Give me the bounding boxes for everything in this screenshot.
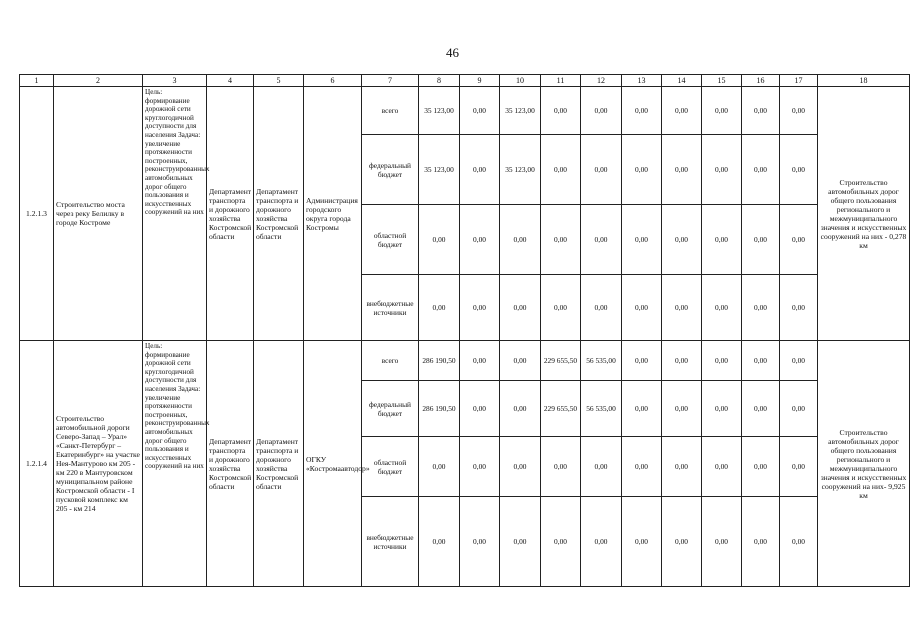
column-header: 4 xyxy=(207,75,254,87)
funding-value: 0,00 xyxy=(419,497,460,587)
funding-value: 0,00 xyxy=(662,275,702,341)
funding-value: 35 123,00 xyxy=(500,87,541,135)
funding-value: 0,00 xyxy=(460,381,500,437)
funding-value: 0,00 xyxy=(419,437,460,497)
funding-value: 0,00 xyxy=(622,437,662,497)
funding-value: 0,00 xyxy=(742,341,780,381)
funding-source: федеральный бюджет xyxy=(362,135,419,205)
executor: ОГКУ «Костромаавтодор» xyxy=(304,341,362,587)
funding-value: 0,00 xyxy=(780,87,818,135)
funding-value: 56 535,00 xyxy=(581,381,622,437)
column-header: 3 xyxy=(143,75,207,87)
funding-source: областной бюджет xyxy=(362,437,419,497)
funding-value: 0,00 xyxy=(662,381,702,437)
funding-value: 0,00 xyxy=(780,341,818,381)
funding-source: всего xyxy=(362,341,419,381)
funding-value: 0,00 xyxy=(742,205,780,275)
funding-value: 0,00 xyxy=(460,275,500,341)
funding-value: 286 190,50 xyxy=(419,341,460,381)
column-header: 2 xyxy=(54,75,143,87)
funding-value: 229 655,50 xyxy=(541,381,581,437)
funding-source: всего xyxy=(362,87,419,135)
funding-value: 0,00 xyxy=(662,135,702,205)
funding-value: 0,00 xyxy=(581,437,622,497)
funding-value: 0,00 xyxy=(622,275,662,341)
funding-value: 0,00 xyxy=(780,497,818,587)
funding-value: 0,00 xyxy=(780,381,818,437)
funding-value: 0,00 xyxy=(780,437,818,497)
funding-source: внебюджетные источники xyxy=(362,275,419,341)
column-header: 9 xyxy=(460,75,500,87)
column-header: 15 xyxy=(702,75,742,87)
funding-value: 0,00 xyxy=(742,497,780,587)
funding-value: 0,00 xyxy=(742,275,780,341)
funding-value: 0,00 xyxy=(460,135,500,205)
funding-value: 0,00 xyxy=(581,205,622,275)
funding-value: 0,00 xyxy=(622,341,662,381)
funding-value: 0,00 xyxy=(702,497,742,587)
funding-value: 0,00 xyxy=(622,205,662,275)
column-header: 11 xyxy=(541,75,581,87)
funding-value: 0,00 xyxy=(581,135,622,205)
funding-value: 0,00 xyxy=(662,341,702,381)
column-header: 5 xyxy=(254,75,304,87)
funding-source: областной бюджет xyxy=(362,205,419,275)
co-executor-department: Департамент транспорта и дорожного хозяйства Костромской области xyxy=(254,341,304,587)
column-header: 16 xyxy=(742,75,780,87)
funding-value: 0,00 xyxy=(541,87,581,135)
funding-value: 0,00 xyxy=(500,437,541,497)
funding-value: 0,00 xyxy=(541,205,581,275)
funding-value: 229 655,50 xyxy=(541,341,581,381)
activity-name: Строительство моста через реку Белилку в городе Костроме xyxy=(54,87,143,341)
column-header: 14 xyxy=(662,75,702,87)
activity-name: Строительство автомобильной дороги Северо-Запад – Урал» «Санкт-Петербург – Екатеринбург» на участке Нея-Мантурово км 205 - км 220 в Мантуровском муниципальном районе Костромской области - I пусковой комплекс км 205 - км 214 xyxy=(54,341,143,587)
column-header: 18 xyxy=(818,75,910,87)
funding-value: 0,00 xyxy=(460,341,500,381)
funding-value: 0,00 xyxy=(662,497,702,587)
funding-value: 0,00 xyxy=(500,381,541,437)
column-header: 13 xyxy=(622,75,662,87)
funding-value: 0,00 xyxy=(702,275,742,341)
funding-value: 35 123,00 xyxy=(419,87,460,135)
funding-value: 35 123,00 xyxy=(500,135,541,205)
column-header: 7 xyxy=(362,75,419,87)
funding-value: 0,00 xyxy=(541,135,581,205)
funding-value: 0,00 xyxy=(702,341,742,381)
table-row xyxy=(20,87,910,135)
funding-value: 0,00 xyxy=(460,87,500,135)
column-header: 12 xyxy=(581,75,622,87)
funding-source: федеральный бюджет xyxy=(362,381,419,437)
funding-value: 0,00 xyxy=(419,275,460,341)
funding-value: 0,00 xyxy=(622,135,662,205)
row-code: 1.2.1.3 xyxy=(20,87,54,341)
executor: Администрация городского округа города Костромы xyxy=(304,87,362,341)
funding-value: 0,00 xyxy=(541,437,581,497)
funding-value: 0,00 xyxy=(581,87,622,135)
goal-task: Цель: формирование дорожной сети круглогодичной доступности для населения Задача: увеличение протяженности построенных, реконструированных автомобильных дорог общего пользования и искусственных сооружений на них xyxy=(143,87,207,341)
funding-value: 0,00 xyxy=(742,437,780,497)
funding-value: 0,00 xyxy=(500,275,541,341)
funding-value: 0,00 xyxy=(702,381,742,437)
funding-value: 0,00 xyxy=(419,205,460,275)
funding-value: 0,00 xyxy=(460,437,500,497)
column-header: 8 xyxy=(419,75,460,87)
funding-value: 0,00 xyxy=(622,497,662,587)
column-number-row xyxy=(20,75,910,87)
funding-value: 0,00 xyxy=(581,275,622,341)
funding-value: 35 123,00 xyxy=(419,135,460,205)
funding-value: 0,00 xyxy=(780,135,818,205)
funding-value: 0,00 xyxy=(500,205,541,275)
column-header: 17 xyxy=(780,75,818,87)
column-header: 6 xyxy=(304,75,362,87)
responsible-department: Департамент транспорта и дорожного хозяйства Костромской области xyxy=(207,341,254,587)
funding-value: 0,00 xyxy=(541,275,581,341)
funding-value: 0,00 xyxy=(662,437,702,497)
expected-result: Строительство автомобильных дорог общего пользования регионального и межмуниципального значения и искусственных сооружений на них- 9,925 км xyxy=(818,341,910,587)
funding-value: 0,00 xyxy=(702,437,742,497)
co-executor-department: Департамент транспорта и дорожного хозяйства Костромской области xyxy=(254,87,304,341)
funding-value: 0,00 xyxy=(742,135,780,205)
funding-value: 0,00 xyxy=(662,205,702,275)
funding-value: 0,00 xyxy=(500,341,541,381)
funding-value: 286 190,50 xyxy=(419,381,460,437)
responsible-department: Департамент транспорта и дорожного хозяйства Костромской области xyxy=(207,87,254,341)
funding-value: 0,00 xyxy=(460,205,500,275)
funding-value: 0,00 xyxy=(622,381,662,437)
funding-value: 0,00 xyxy=(662,87,702,135)
funding-value: 0,00 xyxy=(460,497,500,587)
funding-value: 0,00 xyxy=(702,87,742,135)
column-header: 1 xyxy=(20,75,54,87)
funding-value: 56 535,00 xyxy=(581,341,622,381)
funding-value: 0,00 xyxy=(702,205,742,275)
funding-value: 0,00 xyxy=(581,497,622,587)
funding-value: 0,00 xyxy=(702,135,742,205)
row-code: 1.2.1.4 xyxy=(20,341,54,587)
expected-result: Строительство автомобильных дорог общего пользования регионального и межмуниципального значения и искусственных сооружений на них - 0,278 км xyxy=(818,87,910,341)
goal-task: Цель: формирование дорожной сети круглогодичной доступности для населения Задача: увеличение протяженности построенных, реконструированных автомобильных дорог общего пользования и искусственных сооружений на них xyxy=(143,341,207,587)
page-number: 46 xyxy=(446,45,459,60)
funding-value: 0,00 xyxy=(500,497,541,587)
column-header: 10 xyxy=(500,75,541,87)
funding-value: 0,00 xyxy=(541,497,581,587)
program-table xyxy=(19,74,910,587)
funding-value: 0,00 xyxy=(742,381,780,437)
funding-value: 0,00 xyxy=(742,87,780,135)
funding-value: 0,00 xyxy=(622,87,662,135)
funding-source: внебюджетные источники xyxy=(362,497,419,587)
funding-value: 0,00 xyxy=(780,205,818,275)
table-row xyxy=(20,341,910,381)
funding-value: 0,00 xyxy=(780,275,818,341)
